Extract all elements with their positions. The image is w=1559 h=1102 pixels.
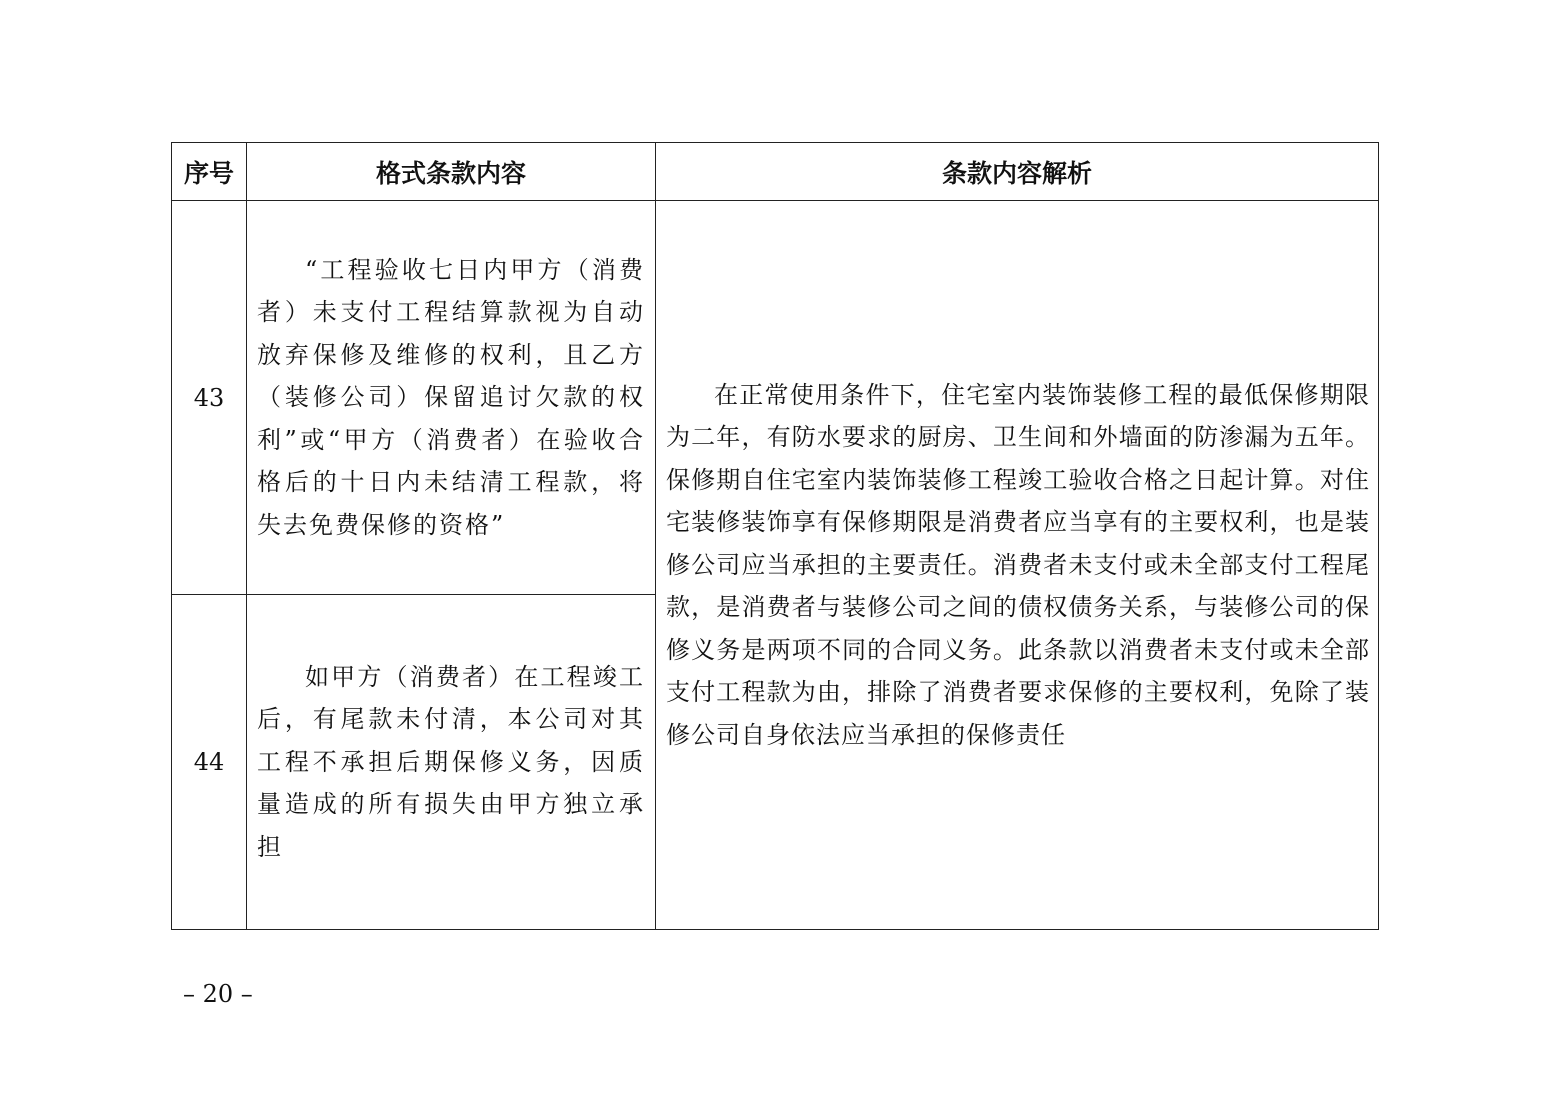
analysis-text: 在正常使用条件下，住宅室内装饰装修工程的最低保修期限为二年，有防水要求的厨房、卫生间和外墙面的防渗漏为五年。保修期自住宅室内装饰装修工程竣工验收合格之日起计算。对住宅装修装饰享有保修期限是消费者应当享有的主要权利，也是装修公司应当承担的主要责任。消费者未支付或未全部支付工程尾款，是消费者与装修公司之间的债权债务关系，与装修公司的保修义务是两项不同的合同义务。此条款以消费者未支付或未全部支付工程款为由，排除了消费者要求保修的主要权利，免除了装修公司自身依法应当承担的保修责任 (666, 380, 1370, 749)
row-serial-number: 44 (172, 595, 247, 930)
clause-cell (247, 595, 656, 930)
clause-table (171, 142, 1379, 930)
page-number: – 20 – (183, 980, 253, 1008)
header-clause-analysis: 条款内容解析 (656, 143, 1379, 201)
analysis-cell (656, 201, 1379, 930)
table-header-row (172, 143, 1379, 201)
row-serial-number: 43 (172, 201, 247, 595)
header-serial-number: 序号 (172, 143, 247, 201)
table-row (172, 201, 1379, 595)
clause-text: “工程验收七日内甲方（消费者）未支付工程结算款视为自动放弃保修及维修的权利，且乙方（装修公司）保留追讨欠款的权利”或“甲方（消费者）在验收合格后的十日内未结清工程款，将失去免费保修的资格” (257, 255, 645, 539)
header-clause-content: 格式条款内容 (247, 143, 656, 201)
clause-text: 如甲方（消费者）在工程竣工后，有尾款未付清，本公司对其工程不承担后期保修义务，因质量造成的所有损失由甲方独立承担 (257, 662, 645, 861)
clause-cell (247, 201, 656, 595)
